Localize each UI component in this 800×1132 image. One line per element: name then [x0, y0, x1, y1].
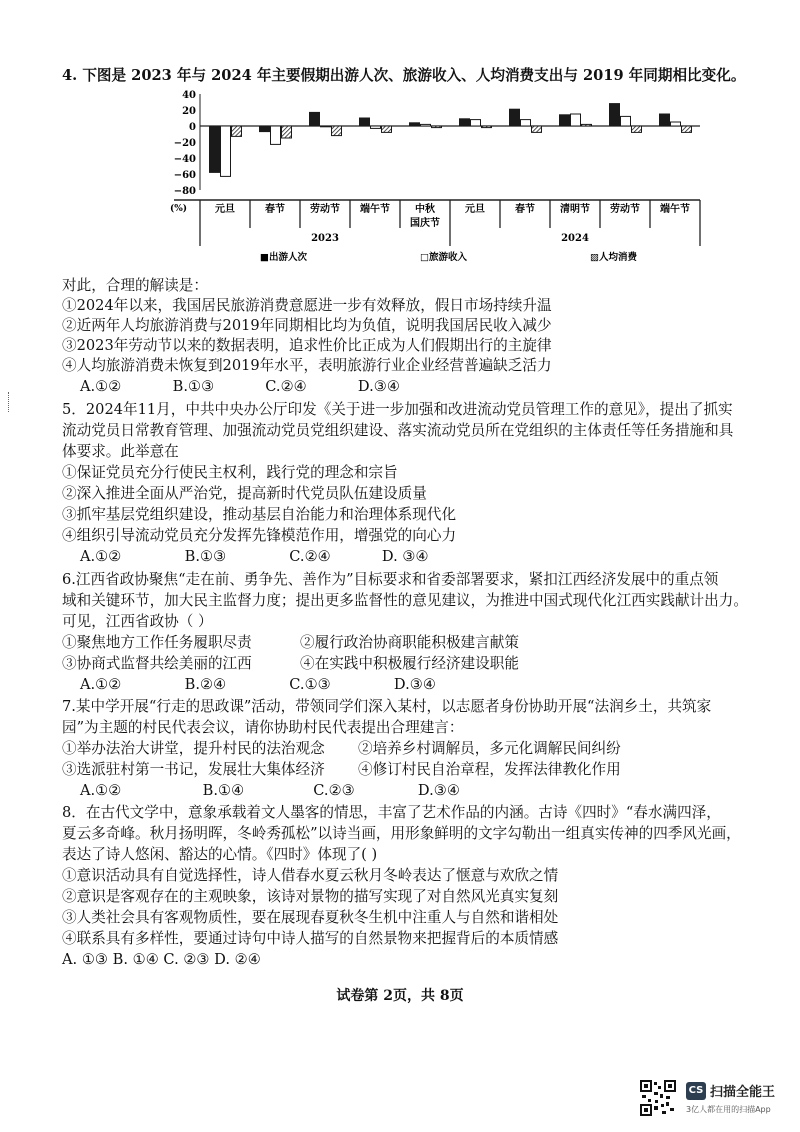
legend-entry: □旅游收入	[420, 252, 467, 263]
x-category-label: 中秋	[415, 204, 435, 215]
x-category-label: 劳动节	[310, 204, 340, 215]
bar-solid	[560, 115, 570, 126]
legend-entry: ▨人均消费	[590, 252, 637, 263]
legend-entry: ■出游人次	[260, 252, 307, 263]
x-category-label: 春节	[265, 204, 285, 215]
x-category-label: 端午节	[660, 204, 690, 215]
q5-option-b: B.①③	[184, 548, 227, 565]
q7-items-row-2	[62, 760, 792, 780]
q4-option-a: A.①②	[80, 378, 122, 395]
q4-item-4: ④人均旅游消费未恢复到2019年水平，表明旅游行业企业经营普遍缺乏活力	[62, 357, 552, 374]
scanner-brand-name: 扫描全能王	[710, 1085, 776, 1100]
bar-hatched	[632, 126, 642, 132]
q7-item-1: ①举办法治大讲堂，提升村民的法治观念	[62, 740, 325, 757]
q8-item-4: ④联系具有多样性，要通过诗句中诗人描写的自然景物来把握背后的本质情感	[62, 930, 559, 947]
q8-item-3: ③人类社会具有客观物质性，要在展现春夏秋冬生机中注重人与自然和谐相处	[62, 909, 559, 926]
q5-options	[80, 547, 429, 567]
bar-hollow	[371, 126, 381, 128]
bar-hatched	[282, 126, 292, 138]
q5-option-c: C.②④	[289, 548, 331, 565]
bar-hollow	[521, 120, 531, 126]
y-tick-label: −80	[173, 186, 196, 197]
bar-solid	[260, 126, 270, 132]
q4-stem: 4. 下图是 2023 年与 2024 年主要假期出游人次、旅游收入、人均消费支出与 2019 年同期相比变化。	[62, 67, 746, 84]
q7-items-row-1	[62, 739, 792, 759]
q6-items-row-1	[62, 633, 792, 653]
q7-option-b: B.①④	[202, 782, 245, 799]
bar-solid	[410, 123, 420, 126]
y-tick-label: −20	[173, 138, 196, 149]
x-category-label: 元旦	[215, 204, 235, 215]
bar-solid	[460, 119, 470, 126]
x-category-label: 清明节	[560, 204, 590, 215]
q7-option-d: D.③④	[417, 782, 460, 799]
scanner-tagline: 3亿人都在用的扫描App	[686, 1105, 771, 1114]
x-category-label: 劳动节	[610, 204, 640, 215]
q6-item-2: ②履行政治协商职能积极建言献策	[300, 634, 519, 651]
y-tick-label: −40	[173, 154, 196, 165]
q4-option-d: D.③④	[357, 378, 400, 395]
page-footer: 试卷第 2页，共 8页	[336, 988, 464, 1004]
q4-option-b: B.①③	[172, 378, 215, 395]
bar-hatched	[332, 126, 342, 136]
q5-option-a: A.①②	[80, 548, 122, 565]
x-category-label: 端午节	[360, 204, 390, 215]
bar-hatched	[482, 126, 492, 128]
tourism-bar-chart	[160, 88, 720, 268]
q4-options	[80, 377, 400, 397]
q5-item-3: ③抓牢基层党组织建设，推动基层自治能力和治理体系现代化	[62, 506, 457, 523]
y-tick-label: 0	[189, 122, 196, 133]
bar-solid	[360, 118, 370, 126]
q6-line-2: 域和关键环节，加大民主监督力度；提出更多监督性的意见建议，为推进中国式现代化江西实践献计出力。	[62, 592, 748, 609]
bar-hollow	[471, 120, 481, 126]
q7-option-c: C.②③	[313, 782, 355, 799]
bar-hatched	[582, 124, 592, 126]
qr-code-icon	[640, 1080, 676, 1116]
q6-option-a: A.①②	[80, 676, 122, 693]
q6-line-1: 6.江西省政协聚焦“走在前、勇争先、善作为”目标要求和省委部署要求，紧扣江西经济发展中的重点领	[62, 571, 719, 588]
q4-item-1: ①2024年以来，我国居民旅游消费意愿进一步有效释放，假日市场持续升温	[62, 297, 552, 314]
q5-line-3: 体要求。此举意在	[62, 443, 179, 460]
year-group-label: 2023	[311, 233, 339, 244]
q7-item-4: ④修订村民自治章程，发挥法律教化作用	[358, 761, 621, 778]
q7-item-2: ②培养乡村调解员，多元化调解民间纠纷	[358, 740, 621, 757]
q8-line-1: 8．在古代文学中，意象承载着文人墨客的情思，丰富了艺术作品的内涵。古诗《四时》“春水满四泽，	[62, 804, 721, 821]
q7-line-2: 园”为主题的村民代表会议，请你协助村民代表提出合理建言：	[62, 719, 464, 736]
q5-item-1: ①保证党员充分行使民主权利，践行党的理念和宗旨	[62, 464, 398, 481]
q4-lead: 对此，合理的解读是：	[62, 277, 208, 294]
q6-item-1: ①聚焦地方工作任务履职尽责	[62, 634, 252, 651]
q6-option-b: B.②④	[184, 676, 227, 693]
bar-hollow	[271, 126, 281, 144]
q4-item-3: ③2023年劳动节以来的数据表明，追求性价比正成为人们假期出行的主旋律	[62, 337, 552, 354]
bar-solid	[610, 104, 620, 126]
bar-hatched	[232, 126, 242, 136]
q6-item-4: ④在实践中积极履行经济建设职能	[300, 655, 519, 672]
camscanner-logo-icon: CS	[686, 1082, 706, 1100]
q4-option-c: C.②④	[265, 378, 307, 395]
q6-line-3: 可见，江西省政协（ ）	[62, 613, 213, 630]
bar-hollow	[321, 126, 331, 127]
bar-hollow	[571, 114, 581, 126]
bar-hollow	[621, 116, 631, 126]
bar-solid	[510, 109, 520, 126]
q7-line-1: 7.某中学开展“行走的思政课”活动，带领同学们深入某村，以志愿者身份协助开展“法润乡土，共筑家	[62, 698, 712, 715]
q5-item-2: ②深入推进全面从严治党，提高新时代党员队伍建设质量	[62, 485, 427, 502]
bar-hatched	[382, 126, 392, 132]
bar-hollow	[221, 126, 231, 176]
q8-item-1: ①意识活动具有自觉选择性，诗人借春水夏云秋月冬岭表达了惬意与欢欣之情	[62, 867, 559, 884]
q5-line-1: 5．2024年11月，中共中央办公厅印发《关于进一步加强和改进流动党员管理工作的意见》，提出了抓实	[62, 401, 733, 418]
q6-options	[80, 675, 436, 695]
bar-hatched	[682, 126, 692, 132]
q8-item-2: ②意识是客观存在的主观映象，该诗对景物的描写实现了对自然风光真实复刻	[62, 888, 559, 905]
scanner-watermark	[640, 1080, 790, 1120]
y-axis-unit-label: (%)	[170, 204, 188, 214]
year-group-label: 2024	[561, 233, 589, 244]
q6-option-d: D.③④	[393, 676, 436, 693]
q7-options	[80, 781, 460, 801]
q6-option-c: C.①③	[289, 676, 331, 693]
x-category-label: 国庆节	[410, 218, 440, 229]
margin-mark	[8, 392, 11, 412]
y-tick-label: 20	[182, 106, 196, 117]
q8-line-2: 夏云多奇峰。秋月扬明晖，冬岭秀孤松”以诗当画，用形象鲜明的文字勾勒出一组真实传神的四季风光画，	[62, 825, 741, 842]
x-category-label: 元旦	[465, 204, 485, 215]
q7-option-a: A.①②	[80, 782, 122, 799]
q5-line-2: 流动党员日常教育管理、加强流动党员党组织建设、落实流动党员所在党组织的主体责任等任务措施和具	[62, 422, 734, 439]
q6-items-row-2	[62, 654, 792, 674]
q7-item-3: ③选派驻村第一书记，发展壮大集体经济	[62, 761, 325, 778]
bar-solid	[660, 114, 670, 126]
q8-options: A. ①③ B. ①④ C. ②③ D. ②④	[62, 951, 261, 968]
bar-hollow	[671, 122, 681, 126]
x-category-label: 春节	[515, 204, 535, 215]
bar-solid	[210, 126, 220, 172]
bar-hatched	[432, 126, 442, 128]
bar-solid	[310, 112, 320, 126]
bar-hatched	[532, 126, 542, 132]
q8-line-3: 表达了诗人悠闲、豁达的心情。《四时》体现了( )	[62, 846, 378, 863]
y-tick-label: 40	[182, 90, 196, 101]
q6-item-3: ③协商式监督共绘美丽的江西	[62, 655, 252, 672]
q5-option-d: D. ③④	[381, 548, 429, 565]
q4-item-2: ②近两年人均旅游消费与2019年同期相比均为负值，说明我国居民收入减少	[62, 317, 552, 334]
q5-item-4: ④组织引导流动党员充分发挥先锋模范作用，增强党的向心力	[62, 527, 457, 544]
bar-hollow	[421, 124, 431, 126]
y-tick-label: −60	[173, 170, 196, 181]
